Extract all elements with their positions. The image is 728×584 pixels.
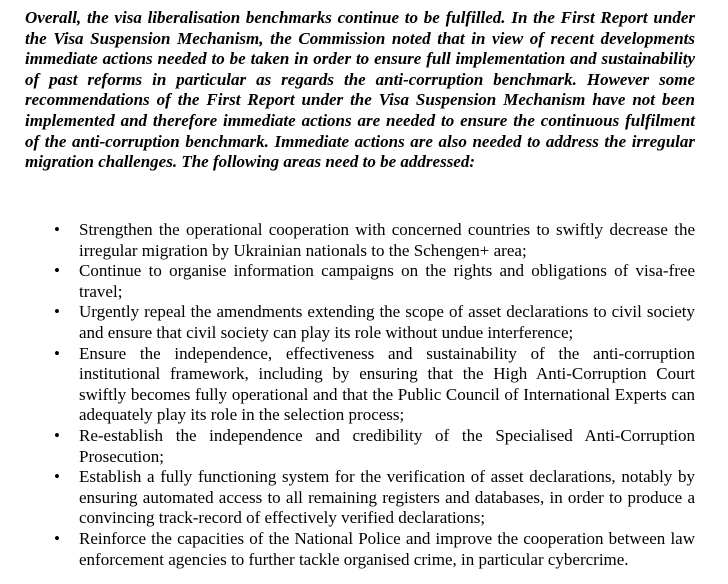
list-item (25, 467, 695, 529)
list-item-text: Continue to organise information campaigns on the rights and obligations of visa-free travel; (79, 261, 695, 301)
list-item (25, 261, 695, 302)
list-item (25, 529, 695, 570)
bullet-icon: • (54, 261, 60, 281)
list-item (25, 220, 695, 261)
list-item (25, 426, 695, 467)
bullet-icon: • (54, 528, 60, 548)
list-item-text: Re-establish the independence and credibility of the Specialised Anti-Corruption Prosecution; (79, 425, 695, 466)
intro-paragraph: Overall, the visa liberalisation benchmarks continue to be fulfilled. In the First Report under the Visa Suspension Mechanism, the Commission noted that in view of recent developments immediate actions needed to be taken in order to ensure full implementation and sustainability of past reforms in particular as regards the anti-corruption benchmark. However some recommendations of the First Report under the Visa Suspension Mechanism have not been implemented and therefore immediate actions are needed to ensure the continuous fulfilment of the anti-corruption benchmark. Immediate actions are also needed to address the irregular migration challenges. The following areas need to be addressed: (25, 8, 695, 172)
bullet-icon: • (54, 220, 60, 239)
list-item-text: Establish a fully functioning system for the verification of asset declarations, notably by ensuring automated access to all remaining registers and databases, in order to produce a convincing track-record of effectively verified declarations; (79, 467, 695, 528)
bullet-icon: • (54, 425, 60, 445)
recommendations-list (25, 220, 695, 570)
list-item (25, 344, 695, 426)
list-item-text: Reinforce the capacities of the National Police and improve the cooperation between law enforcement agencies to further tackle organised crime, in particular cybercrime. (79, 528, 695, 569)
bullet-icon: • (54, 467, 60, 487)
bullet-icon: • (54, 343, 60, 363)
document-page (25, 8, 695, 569)
list-item-text: Ensure the independence, effectiveness and sustainability of the anti-corruption institutional framework, including by ensuring that the High Anti-Corruption Court swiftly becomes fully operational and that the Public Council of International Experts can adequately play its role in the selection process; (79, 343, 695, 425)
list-item (25, 302, 695, 343)
bullet-icon: • (54, 302, 60, 322)
list-item-text: Strengthen the operational cooperation with concerned countries to swiftly decrease the irregular migration by Ukrainian nationals to the Schengen+ area; (79, 220, 695, 260)
list-item-text: Urgently repeal the amendments extending the scope of asset declarations to civil society and ensure that civil society can play its role without undue interference; (79, 302, 695, 342)
